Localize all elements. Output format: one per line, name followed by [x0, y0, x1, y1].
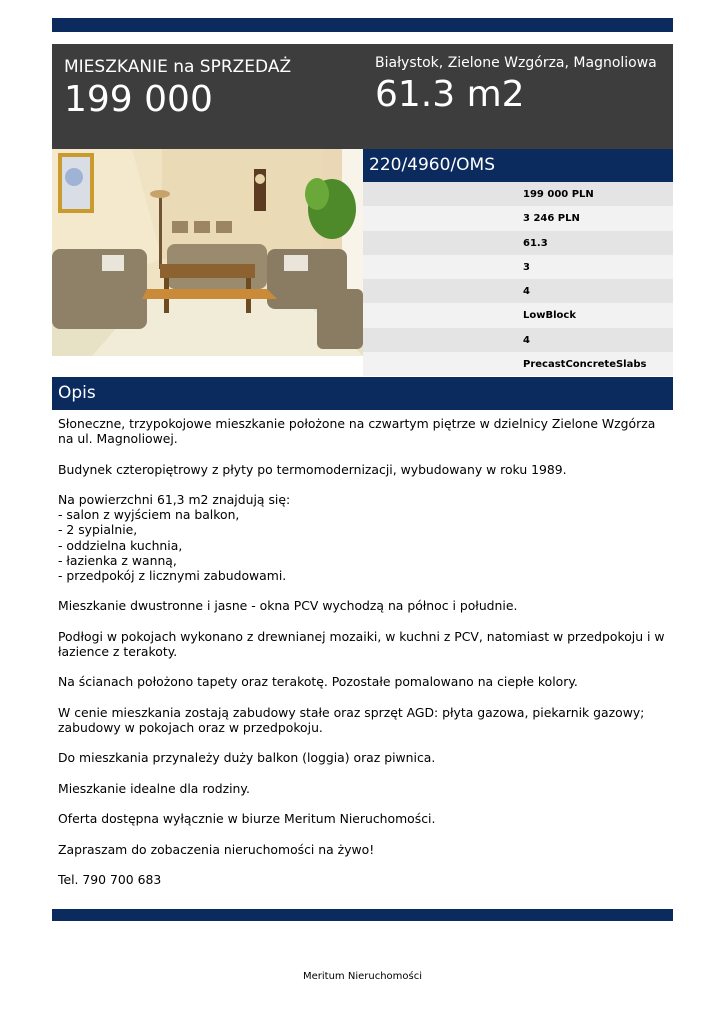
detail-value: 61.3 [523, 237, 548, 249]
description-paragraph: Do mieszkania przynależy duży balkon (loggia) oraz piwnica. [58, 750, 436, 766]
detail-row-building-type [363, 303, 673, 327]
detail-value: LowBlock [523, 310, 576, 322]
detail-row-area [363, 231, 673, 255]
listing-price: 199 000 [64, 79, 213, 120]
description-paragraph: Mieszkanie dwustronne i jasne - okna PCV wychodzą na północ i południe. [58, 598, 518, 614]
detail-row-floor [363, 279, 673, 303]
top-accent-bar [52, 18, 673, 32]
description-text [58, 416, 670, 902]
detail-row-price-per-m2 [363, 206, 673, 230]
detail-row-floors-in-building [363, 328, 673, 352]
description-paragraph: Podłogi w pokojach wykonano z drewnianej mozaiki, w kuchni z PCV, natomiast w przedpokoju i w łazience z terakoty. [58, 628, 665, 659]
header-right [375, 54, 665, 115]
description-paragraph: Tel. 790 700 683 [58, 871, 162, 887]
description-paragraph: Na ścianach położono tapety oraz terakotę. Pozostałe pomalowano na ciepłe kolory. [58, 674, 578, 690]
description-paragraph: Zapraszam do zobaczenia nieruchomości na żywo! [58, 841, 375, 857]
reference-number: 220/4960/OMS [369, 155, 496, 175]
detail-row-material [363, 352, 673, 376]
detail-row-price [363, 182, 673, 206]
detail-value: 199 000 PLN [523, 189, 594, 200]
listing-location: Białystok, Zielone Wzgórza, Magnoliowa [375, 55, 657, 71]
listing-type: MIESZKANIE na SPRZEDAŻ [64, 57, 292, 77]
detail-row-rooms [363, 255, 673, 279]
description-paragraph: Budynek czteropiętrowy z płyty po termomodernizacji, wybudowany w roku 1989. [58, 461, 567, 477]
detail-value: 4 [523, 334, 530, 346]
detail-value: 3 [523, 261, 530, 273]
listing-area: 61.3 m2 [375, 74, 525, 115]
listing-header [52, 44, 673, 149]
detail-value: 3 246 PLN [523, 213, 580, 225]
description-header [52, 377, 673, 410]
detail-value: 4 [523, 286, 530, 298]
detail-value: PrecastConcreteSlabs [523, 359, 647, 371]
description-paragraph: Mieszkanie idealne dla rodziny. [58, 780, 250, 796]
details-table [363, 182, 673, 376]
description-paragraph: Na powierzchni 61,3 m2 znajdują się: - salon z wyjściem na balkon, - 2 sypialnie, - oddzielna kuchnia, - łazienka z wanną, - przedpokój z licznymi zabudowami. [58, 491, 291, 583]
property-photo [52, 149, 363, 356]
footer-agency-name: Meritum Nieruchomości [302, 971, 422, 982]
description-paragraph: Słoneczne, trzypokojowe mieszkanie położone na czwartym piętrze w dzielnicy Zielone Wzgórza na ul. Magnoliowej. [58, 416, 656, 447]
bottom-accent-bar [52, 909, 673, 921]
description-title: Opis [58, 383, 96, 403]
reference-bar [363, 149, 673, 182]
description-paragraph: W cenie mieszkania zostają zabudowy stałe oraz sprzęt AGD: płyta gazowa, piekarnik gazowy; zabudowy w pokojach oraz w przedpokoju. [58, 704, 645, 735]
description-paragraph: Oferta dostępna wyłącznie w biurze Meritum Nieruchomości. [58, 811, 436, 827]
header-left [64, 56, 354, 120]
